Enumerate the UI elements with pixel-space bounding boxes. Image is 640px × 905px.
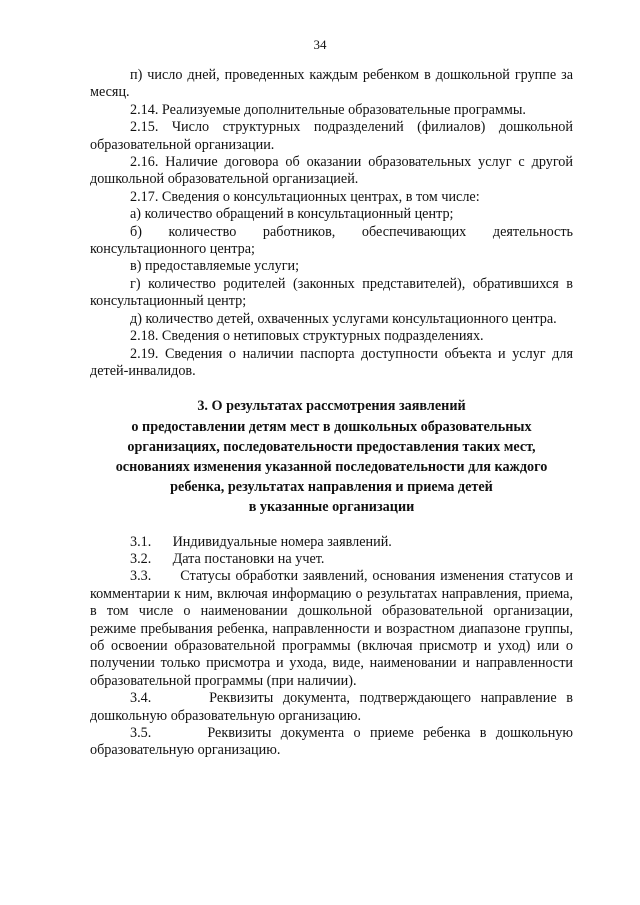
- section-3-heading: [90, 396, 573, 517]
- page-content: [90, 67, 573, 760]
- paragraph-3-4: [90, 690, 573, 725]
- item-number: 3.5.: [130, 725, 152, 741]
- item-number: 3.4.: [130, 690, 152, 707]
- paragraph-2-17-g: г) количество родителей (законных представителей), обратившихся в консультационный центр;: [90, 275, 573, 310]
- heading-line: организациях, последовательности предоставления таких мест,: [127, 438, 536, 455]
- paragraph-2-16: 2.16. Наличие договора об оказании образовательных услуг с другой дошкольной образовательной организацией.: [90, 154, 573, 188]
- heading-line: в указанные организации: [248, 499, 415, 516]
- paragraph-2-17: 2.17. Сведения о консультационных центрах, в том числе:: [130, 188, 480, 205]
- paragraph-2-14: 2.14. Реализуемые дополнительные образовательные программы.: [130, 101, 526, 118]
- item-text: Реквизиты документа о приеме ребенка в дошкольную образовательную организацию.: [90, 725, 573, 759]
- paragraph-3-3: [90, 568, 573, 690]
- paragraph-2-17-b: б) количество работников, обеспечивающих деятельность консультационного центра;: [90, 223, 573, 258]
- paragraph-2-17-d: д) количество детей, охваченных услугами консультационного центра.: [130, 310, 557, 327]
- heading-line: 3. О результатах рассмотрения заявлений: [197, 398, 466, 415]
- paragraph-2-19: 2.19. Сведения о наличии паспорта доступности объекта и услуг для детей-инвалидов.: [90, 345, 573, 379]
- item-text: Статусы обработки заявлений, основания изменения статусов и комментарии к ним, включая информацию о результатах направления, приема, в том числе о наименовании дошкольной образовательной организации, режиме пребывания ребенка, направленности и возрастном диапазоне группы, об освоении образовательной программы (включая присмотр и уход) или о получении только присмотра и ухода, виде, наименовании и направленности образовательной программы (при наличии).: [90, 568, 573, 689]
- item-number: 3.3.: [130, 568, 152, 585]
- item-number: 3.1.: [130, 533, 152, 550]
- paragraph-3-1: [90, 534, 573, 551]
- heading-line: ребенка, результатах направления и приема детей: [170, 479, 493, 496]
- heading-line: основаниях изменения указанной последовательности для каждого: [115, 458, 548, 475]
- paragraph-2-18: 2.18. Сведения о нетиповых структурных подразделениях.: [130, 328, 484, 345]
- item-number: 3.2.: [130, 550, 152, 567]
- paragraph-3-2: [90, 551, 573, 568]
- heading-line: о предоставлении детям мест в дошкольных образовательных: [131, 418, 532, 435]
- item-text: Индивидуальные номера заявлений.: [172, 533, 392, 550]
- paragraph-2-17-v: в) предоставляемые услуги;: [130, 258, 300, 275]
- item-text: Реквизиты документа, подтверждающего направление в дошкольную образовательную организацию.: [90, 690, 574, 724]
- paragraph-3-5: [90, 725, 573, 760]
- page-number: 34: [313, 37, 327, 52]
- paragraph-2-17-a: а) количество обращений в консультационный центр;: [130, 206, 454, 223]
- spacer: [90, 518, 573, 534]
- paragraph-item-p: п) число дней, проведенных каждым ребенком в дошкольной группе за месяц.: [90, 67, 573, 101]
- paragraph-2-15: 2.15. Число структурных подразделений (филиалов) дошкольной образовательной организации.: [90, 119, 573, 153]
- item-text: Дата постановки на учет.: [172, 550, 325, 567]
